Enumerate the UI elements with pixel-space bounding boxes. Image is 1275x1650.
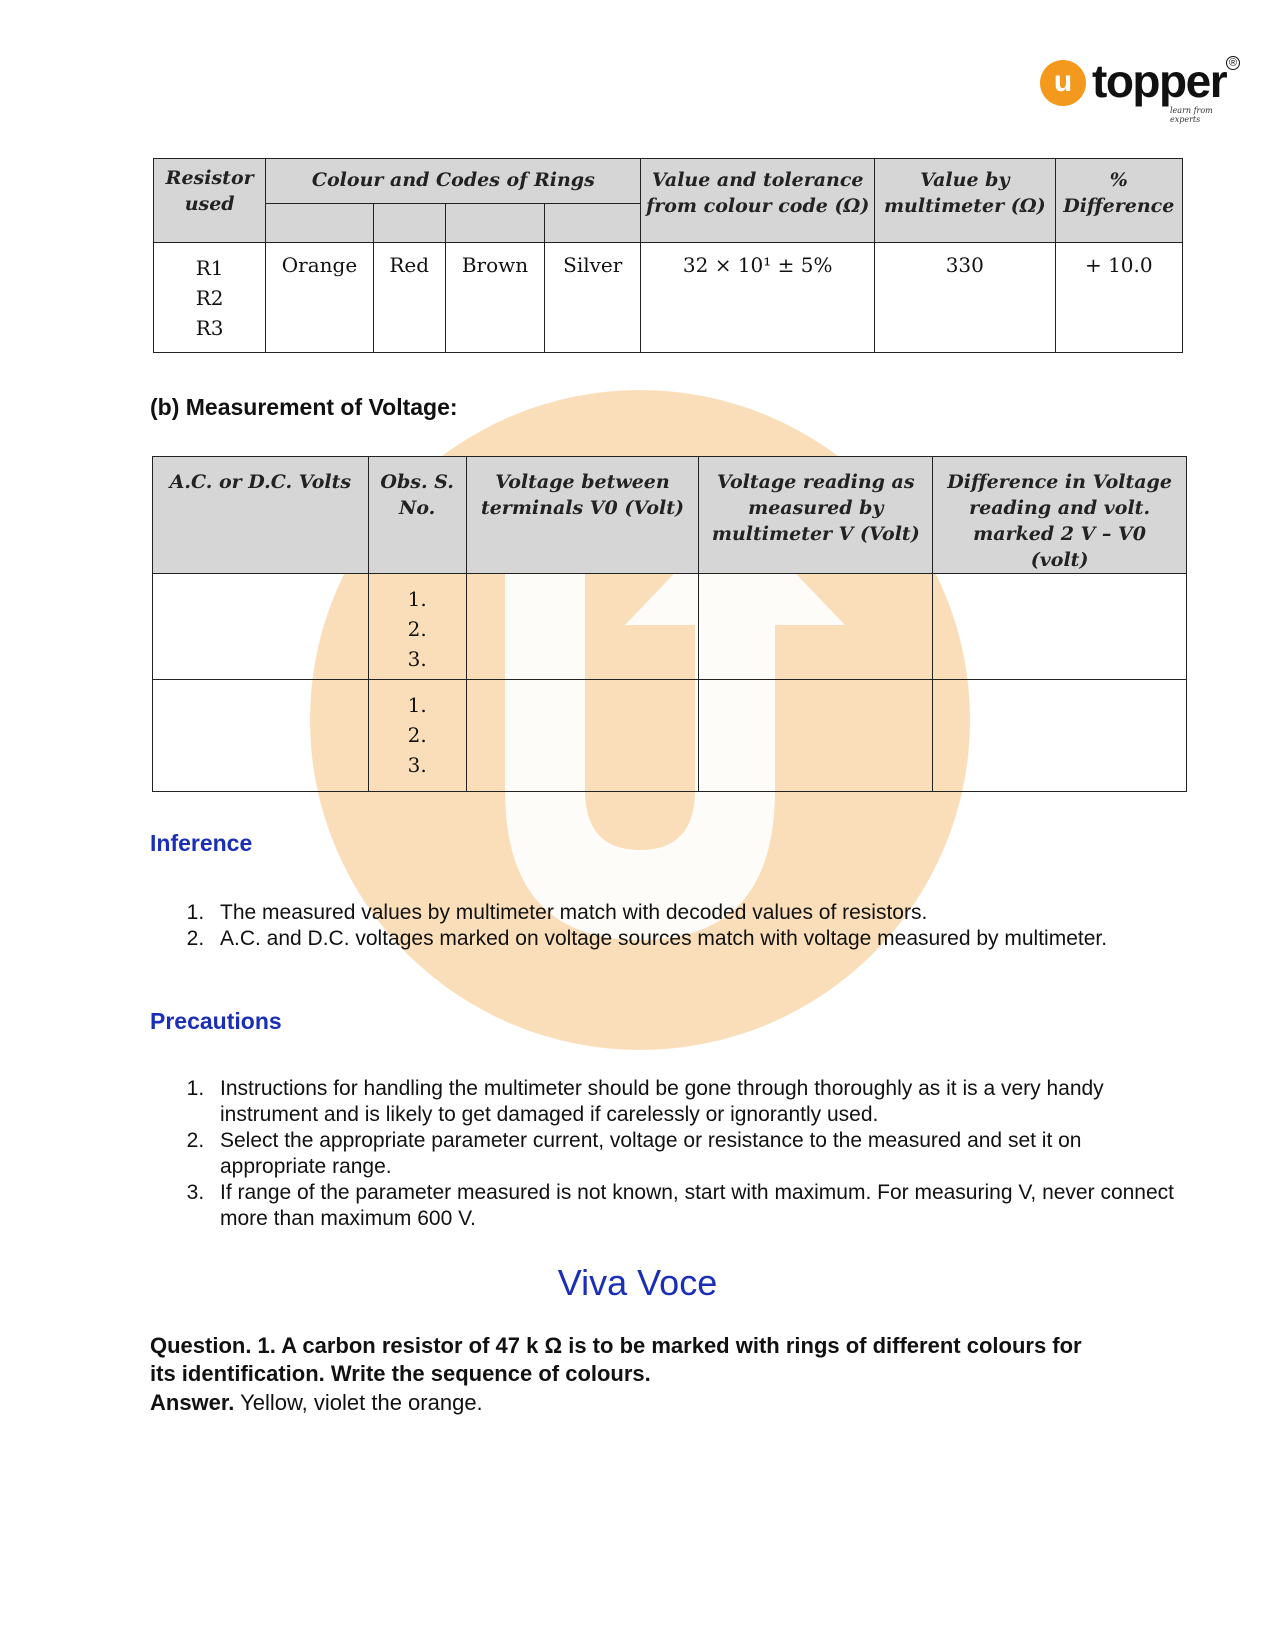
list-item: 3. If range of the parameter measured is not known, start with maximum. For measuring V, never connect more than maximum 600 V. (210, 1180, 1175, 1232)
resistor-list (154, 243, 266, 353)
difference-cell: + 10.0 (1055, 243, 1182, 353)
header-difference: % Difference (1055, 159, 1182, 243)
list-item: 1. The measured values by multimeter match with decoded values of resistors. (210, 900, 1140, 926)
empty-cell (933, 680, 1187, 792)
header-obs: Obs. S. No. (368, 457, 466, 574)
ring-number (445, 204, 544, 243)
registered-icon: ® (1226, 56, 1240, 70)
resistor-label: R1 (195, 256, 224, 280)
header-rings: Colour and Codes of Rings (266, 159, 641, 204)
empty-cell (699, 680, 933, 792)
topper-logo (1040, 55, 1240, 124)
inference-title: Inference (150, 830, 253, 856)
header-multimeter-value: Value by multimeter (Ω) (875, 159, 1056, 243)
obs-number: 2. (407, 723, 427, 747)
header-resistor-used: Resistor used (154, 159, 266, 243)
obs-number: 3. (407, 753, 427, 777)
viva-answer (150, 1389, 483, 1417)
logo-tagline: learn from experts (1170, 106, 1213, 124)
empty-cell (466, 574, 699, 680)
empty-cell (933, 574, 1187, 680)
header-voltage-between: Voltage between terminals V0 (Volt) (466, 457, 699, 574)
ring-colour: Red (373, 243, 445, 353)
ring-colour: Brown (445, 243, 544, 353)
empty-cell (466, 680, 699, 792)
precautions-title: Precautions (150, 1008, 282, 1034)
precautions-list (150, 1076, 1175, 1232)
voltage-table (152, 456, 1187, 792)
inference-list (150, 900, 1140, 952)
header-value-tolerance: Value and tolerance from colour code (Ω) (641, 159, 875, 243)
resistor-label: R2 (195, 286, 224, 310)
ring-colour: Silver (545, 243, 641, 353)
obs-number: 1. (407, 587, 427, 611)
header-voltage-reading: Voltage reading as measured by multimeter V (Volt) (699, 457, 933, 574)
logo-u-icon: u (1040, 60, 1086, 106)
ring-number (545, 204, 641, 243)
ring-number (373, 204, 445, 243)
list-item: 1. Instructions for handling the multimeter should be gone through thoroughly as it is a very handy instrument and is likely to get damaged if carelessly or ignorantly used. (210, 1076, 1175, 1128)
header-voltage-difference: Difference in Voltage reading and volt. marked 2 V – V0 (volt) (933, 457, 1187, 574)
volts-cell (153, 680, 369, 792)
voltage-section-title: (b) Measurement of Voltage: (150, 394, 458, 420)
ring-number (266, 204, 373, 243)
list-item: 2. Select the appropriate parameter current, voltage or resistance to the measured and set it on appropriate range. (210, 1128, 1175, 1180)
viva-voce-title: Viva Voce (557, 1262, 718, 1303)
resistor-table (153, 158, 1183, 353)
logo-wordmark: topper (1092, 55, 1227, 107)
empty-cell (699, 574, 933, 680)
viva-question: Question. 1. A carbon resistor of 47 k Ω is to be marked with rings of different colours for its identification. Write the sequence of colours. (150, 1333, 1082, 1386)
obs-list (368, 574, 466, 680)
answer-label: Answer. (150, 1390, 235, 1415)
list-item: 2. A.C. and D.C. voltages marked on voltage sources match with voltage measured by multimeter. (210, 926, 1140, 952)
header-volts: A.C. or D.C. Volts (153, 457, 369, 574)
obs-number: 2. (407, 617, 427, 641)
obs-number: 3. (407, 647, 427, 671)
obs-number: 1. (407, 693, 427, 717)
volts-cell (153, 574, 369, 680)
multimeter-value-cell: 330 (875, 243, 1056, 353)
answer-text: Yellow, violet the orange. (240, 1390, 483, 1415)
ring-colour: Orange (266, 243, 373, 353)
resistor-label: R3 (195, 316, 224, 340)
obs-list (368, 680, 466, 792)
value-tolerance-cell: 32 × 10¹ ± 5% (641, 243, 875, 353)
